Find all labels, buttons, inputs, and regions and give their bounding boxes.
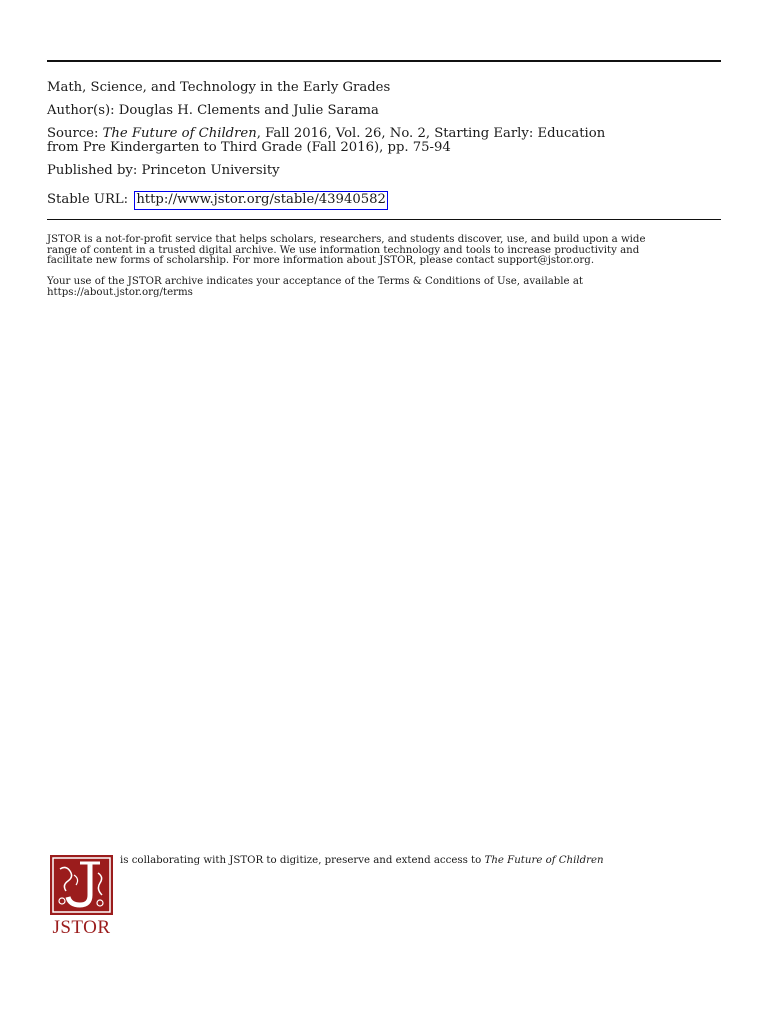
article-source — [47, 127, 727, 155]
jstor-logo — [50, 855, 113, 939]
terms-url: https://about.jstor.org/terms — [47, 286, 193, 298]
terms-notice — [47, 277, 727, 298]
collaboration-journal: The Future of Children — [484, 855, 604, 866]
source-label: Source: — [47, 126, 99, 141]
stable-url-row — [47, 191, 727, 210]
stable-url-label: Stable URL: — [47, 192, 129, 207]
article-title: Math, Science, and Technology in the Early Grades — [47, 80, 391, 95]
journal-name: The Future of Children — [102, 126, 257, 141]
terms-line: Your use of the JSTOR archive indicates your acceptance of the Terms & Conditions of Use, available at — [47, 276, 583, 287]
collaboration-statement — [120, 855, 604, 867]
article-authors: Author(s): Douglas H. Clements and Julie Sarama — [47, 103, 379, 118]
jstor-logo-icon — [50, 855, 113, 915]
stable-url-link[interactable]: http://www.jstor.org/stable/43940582 — [134, 191, 388, 210]
middle-rule — [47, 219, 721, 220]
source-details: , Fall 2016, Vol. 26, No. 2, Starting Early: Education — [256, 126, 606, 141]
publisher: Published by: Princeton University — [47, 163, 280, 178]
notice-line: JSTOR is a not-for-profit service that helps scholars, researchers, and students discover, use, and build upon a wide — [47, 234, 646, 245]
source-line-2: from Pre Kindergarten to Third Grade (Fall 2016), pp. 75-94 — [47, 140, 451, 155]
notice-line: facilitate new forms of scholarship. For more information about JSTOR, please contact support@jstor.org. — [47, 255, 595, 266]
collaboration-text: is collaborating with JSTOR to digitize, preserve and extend access to — [120, 855, 482, 866]
notice-line: range of content in a trusted digital archive. We use information technology and tools to increase productivity and — [47, 244, 640, 256]
jstor-notice — [47, 235, 727, 267]
source-line-1 — [47, 127, 727, 141]
top-rule — [47, 60, 721, 62]
jstor-wordmark: JSTOR — [52, 917, 111, 938]
